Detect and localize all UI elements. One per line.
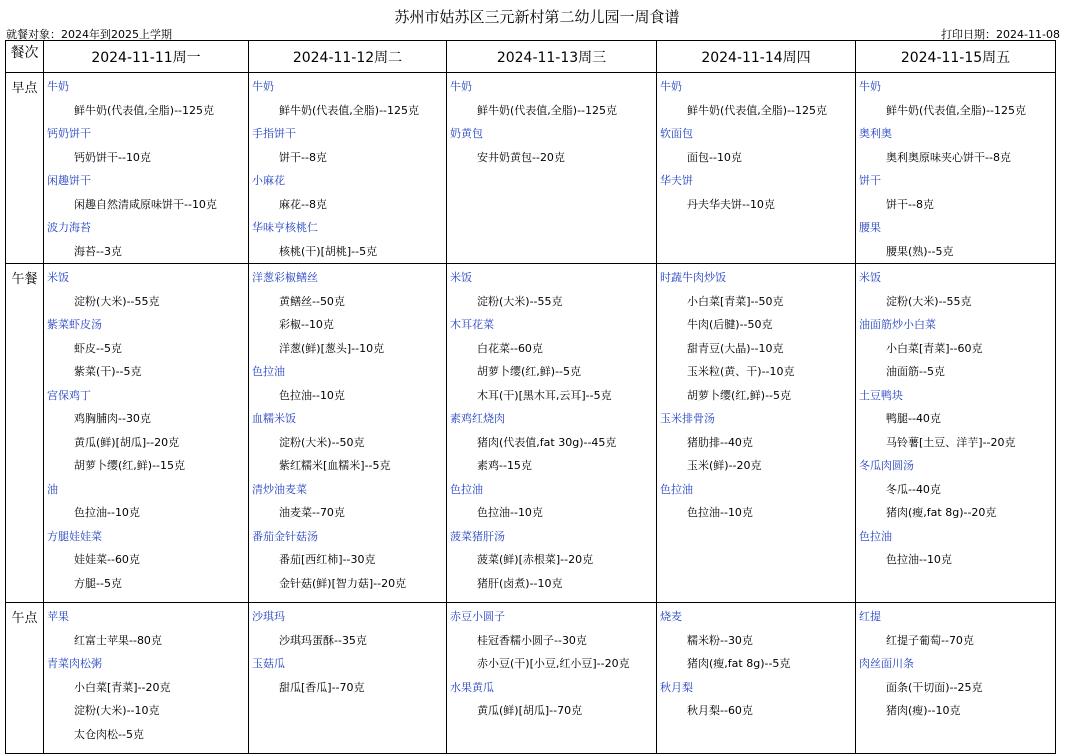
menu-cell: [44, 603, 249, 754]
dish-name: 波力海苔: [47, 221, 91, 234]
ingredient: 玉米粒(黄、干)--10克: [687, 365, 795, 378]
ingredient: 淀粉(大米)--55克: [886, 294, 972, 308]
dish-name: 奶黄包: [450, 127, 483, 140]
ingredient: 太仓肉松--5克: [74, 727, 144, 741]
dish-name: 菠菜猪肝汤: [450, 529, 505, 543]
dish-name: 牛奶: [660, 80, 682, 93]
ingredient: 鲜牛奶(代表值,全脂)--125克: [687, 103, 828, 117]
ingredient: 鸡胸脯肉--30克: [74, 412, 151, 425]
dish-name: 烧麦: [660, 610, 682, 623]
ingredient: 虾皮--5克: [74, 341, 122, 355]
dish-name: 沙琪玛: [252, 610, 285, 623]
ingredient: 猪肉(瘦)--10克: [886, 704, 961, 717]
dish-name: 方腿娃娃菜: [47, 529, 102, 543]
dish-name: 腰果: [859, 221, 881, 234]
dish-name: 苹果: [47, 610, 69, 623]
menu-cell: [249, 603, 447, 754]
ingredient: 牛肉(后腱)--50克: [687, 318, 773, 331]
dish-name: 宫保鸡丁: [47, 388, 91, 402]
ingredient: 奥利奥原味夹心饼干--8克: [886, 150, 1011, 164]
ingredient: 小白菜[青菜]--50克: [687, 294, 784, 308]
ingredient: 白花菜--60克: [477, 341, 543, 355]
ingredient: 红富士苹果--80克: [74, 633, 162, 647]
ingredient: 秋月梨--60克: [687, 704, 753, 717]
ingredient: 油面筋--5克: [886, 365, 945, 378]
ingredient: 彩椒--10克: [279, 318, 334, 331]
ingredient: 桂冠香糯小圆子--30克: [477, 633, 587, 647]
ingredient: 色拉油--10克: [886, 553, 952, 566]
dish-name: 木耳花菜: [450, 318, 494, 331]
menu-cell: [447, 603, 657, 754]
dish-name: 饼干: [859, 174, 881, 187]
meal-row: [6, 603, 1056, 754]
ingredient: 面包--10克: [687, 150, 742, 164]
dish-name: 油面筋炒小白菜: [859, 318, 936, 331]
meal-label: 早点: [6, 73, 44, 264]
menu-cell: [249, 264, 447, 603]
ingredient: 鲜牛奶(代表值,全脂)--125克: [477, 103, 618, 117]
meal-label: 午点: [6, 603, 44, 754]
meal-label: 午餐: [6, 264, 44, 603]
ingredient: 麻花--8克: [279, 197, 327, 211]
dish-name: 赤豆小圆子: [450, 610, 505, 623]
ingredient: 甜青豆(大晶)--10克: [687, 341, 784, 355]
ingredient: 赤小豆(干)[小豆,红小豆]--20克: [477, 657, 630, 670]
ingredient: 甜瓜[香瓜]--70克: [279, 680, 365, 694]
ingredient: 番茄[西红柿]--30克: [279, 553, 376, 566]
ingredient: 黄瓜(鲜)[胡瓜]--20克: [74, 435, 180, 449]
day-header: 2024-11-11周一: [44, 41, 249, 73]
menu-cell: [657, 603, 856, 754]
ingredient: 素鸡--15克: [477, 459, 532, 472]
dish-name: 血糯米饭: [252, 412, 296, 425]
ingredient: 饼干--8克: [279, 150, 327, 164]
ingredient: 海苔--3克: [74, 244, 122, 258]
ingredient: 洋葱(鲜)[葱头]--10克: [279, 341, 385, 355]
dish-name: 色拉油: [450, 482, 483, 496]
ingredient: 红提子葡萄--70克: [886, 633, 974, 647]
ingredient: 马铃薯[土豆、洋芋]--20克: [886, 435, 1016, 449]
ingredient: 木耳(干)[黑木耳,云耳]--5克: [477, 388, 612, 402]
dish-name: 色拉油: [859, 529, 892, 543]
dish-name: 米饭: [47, 271, 69, 284]
ingredient: 钙奶饼干--10克: [74, 150, 151, 164]
dish-name: 色拉油: [252, 365, 285, 378]
dish-name: 紫菜虾皮汤: [47, 318, 102, 331]
corner-header: 餐次: [6, 41, 44, 73]
dish-name: 红提: [859, 610, 881, 623]
ingredient: 金针菇(鲜)[智力菇]--20克: [279, 576, 407, 590]
ingredient: 黄鳝丝--50克: [279, 294, 345, 308]
dish-name: 素鸡红烧肉: [450, 412, 505, 425]
menu-cell: [856, 73, 1056, 264]
ingredient: 鸭腿--40克: [886, 412, 941, 425]
dish-name: 华味亨核桃仁: [252, 221, 318, 234]
dish-name: 奥利奥: [859, 127, 892, 140]
print-date: 打印日期：2024-11-08: [941, 28, 1060, 41]
menu-cell: [447, 73, 657, 264]
ingredient: 淀粉(大米)--55克: [477, 294, 563, 308]
audience-label: 就餐对象：2024年到2025上学期: [6, 28, 172, 41]
dish-name: 闲趣饼干: [47, 174, 91, 187]
ingredient: 猪肋排--40克: [687, 435, 753, 449]
ingredient: 沙琪玛蛋酥--35克: [279, 633, 367, 647]
header-row: [6, 41, 1056, 73]
ingredient: 闲趣自然清咸原味饼干--10克: [74, 197, 217, 211]
menu-cell: [856, 603, 1056, 754]
dish-name: 时蔬牛肉炒饭: [660, 271, 726, 284]
dish-name: 牛奶: [47, 80, 69, 93]
dish-name: 冬瓜肉圆汤: [859, 459, 914, 472]
meal-row: [6, 73, 1056, 264]
dish-name: 华夫饼: [660, 174, 693, 187]
dish-name: 秋月梨: [660, 680, 693, 694]
ingredient: 玉米(鲜)--20克: [687, 459, 762, 472]
dish-name: 小麻花: [252, 174, 285, 187]
day-header: 2024-11-15周五: [856, 41, 1056, 73]
ingredient: 面条(干切面)--25克: [886, 680, 983, 694]
ingredient: 胡萝卜缨(红,鲜)--5克: [477, 365, 582, 378]
ingredient: 鲜牛奶(代表值,全脂)--125克: [886, 103, 1027, 117]
ingredient: 鲜牛奶(代表值,全脂)--125克: [74, 103, 215, 117]
ingredient: 鲜牛奶(代表值,全脂)--125克: [279, 103, 420, 117]
ingredient: 色拉油--10克: [74, 506, 140, 519]
page-title: 苏州市姑苏区三元新村第二幼儿园一周食谱: [394, 8, 680, 26]
dish-name: 水果黄瓜: [450, 680, 494, 694]
ingredient: 色拉油--10克: [477, 506, 543, 519]
ingredient: 胡萝卜缨(红,鲜)--15克: [74, 459, 186, 472]
menu-cell: [657, 264, 856, 603]
ingredient: 核桃(干)[胡桃]--5克: [279, 244, 378, 258]
ingredient: 腰果(熟)--5克: [886, 244, 954, 258]
ingredient: 猪肉(代表值,fat 30g)--45克: [477, 435, 617, 449]
ingredient: 丹夫华夫饼--10克: [687, 197, 775, 211]
ingredient: 糯米粉--30克: [687, 633, 753, 647]
dish-name: 土豆鸭块: [859, 388, 903, 402]
dish-name: 清炒油麦菜: [252, 482, 307, 496]
ingredient: 娃娃菜--60克: [74, 553, 140, 566]
ingredient: 紫红糯米[血糯米]--5克: [279, 459, 391, 472]
ingredient: 小白菜[青菜]--20克: [74, 680, 171, 694]
ingredient: 色拉油--10克: [687, 506, 753, 519]
menu-cell: [44, 264, 249, 603]
ingredient: 猪肉(瘦,fat 8g)--20克: [886, 506, 997, 519]
dish-name: 软面包: [660, 127, 693, 140]
dish-name: 肉丝面川条: [859, 657, 914, 670]
dish-name: 玉菇瓜: [252, 657, 285, 670]
day-header: 2024-11-14周四: [657, 41, 856, 73]
dish-name: 牛奶: [450, 80, 472, 93]
ingredient: 菠菜(鲜)[赤根菜]--20克: [477, 553, 594, 566]
ingredient: 紫菜(干)--5克: [74, 365, 142, 378]
meal-row: [6, 264, 1056, 603]
weekly-menu-table: [5, 40, 1056, 754]
menu-cell: [657, 73, 856, 264]
day-header: 2024-11-13周三: [447, 41, 657, 73]
dish-name: 米饭: [859, 271, 881, 284]
ingredient: 淀粉(大米)--10克: [74, 704, 160, 717]
dish-name: 青菜肉松粥: [47, 657, 102, 670]
ingredient: 饼干--8克: [886, 197, 934, 211]
ingredient: 色拉油--10克: [279, 388, 345, 402]
menu-cell: [249, 73, 447, 264]
dish-name: 手指饼干: [252, 127, 296, 140]
ingredient: 胡萝卜缨(红,鲜)--5克: [687, 388, 792, 402]
dish-name: 牛奶: [252, 80, 274, 93]
dish-name: 牛奶: [859, 80, 881, 93]
ingredient: 小白菜[青菜]--60克: [886, 341, 983, 355]
ingredient: 淀粉(大米)--50克: [279, 435, 365, 449]
menu-cell: [856, 264, 1056, 603]
dish-name: 番茄金针菇汤: [252, 529, 318, 543]
menu-cell: [447, 264, 657, 603]
ingredient: 猪肝(卤煮)--10克: [477, 576, 563, 590]
dish-name: 洋葱彩椒鳝丝: [252, 271, 318, 284]
ingredient: 猪肉(瘦,fat 8g)--5克: [687, 657, 791, 670]
ingredient: 安井奶黄包--20克: [477, 150, 565, 164]
ingredient: 淀粉(大米)--55克: [74, 294, 160, 308]
day-header: 2024-11-12周二: [249, 41, 447, 73]
ingredient: 冬瓜--40克: [886, 482, 941, 496]
dish-name: 色拉油: [660, 482, 693, 496]
ingredient: 黄瓜(鲜)[胡瓜]--70克: [477, 704, 583, 717]
dish-name: 米饭: [450, 271, 472, 284]
dish-name: 玉米排骨汤: [660, 412, 715, 425]
dish-name: 油: [47, 482, 58, 496]
dish-name: 钙奶饼干: [47, 127, 91, 140]
ingredient: 油麦菜--70克: [279, 506, 345, 519]
ingredient: 方腿--5克: [74, 576, 122, 590]
menu-cell: [44, 73, 249, 264]
